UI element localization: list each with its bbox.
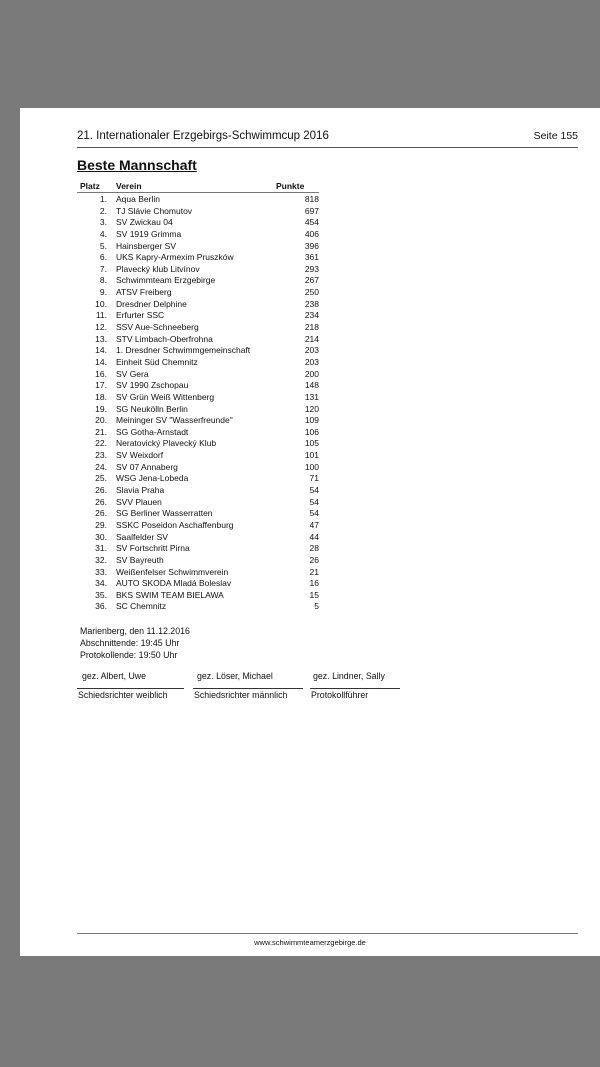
table-row	[77, 334, 319, 346]
rank-cell: 22.	[95, 438, 107, 449]
table-row	[77, 438, 319, 450]
points-cell: 361	[304, 252, 319, 263]
club-cell: BKS SWIM TEAM BIELAWA	[116, 589, 224, 600]
points-cell: 54	[309, 496, 319, 507]
table-row	[77, 392, 319, 404]
points-cell: 16	[309, 578, 319, 589]
points-cell: 100	[304, 461, 319, 472]
points-cell: 214	[304, 333, 319, 344]
club-cell: Einheit Süd Chemnitz	[116, 356, 198, 367]
club-cell: Erfurter SSC	[116, 310, 165, 321]
rank-cell: 5.	[99, 240, 107, 251]
rank-cell: 29.	[95, 519, 107, 530]
table-row	[77, 473, 319, 485]
rank-cell: 26.	[95, 485, 107, 496]
column-header-club: Verein	[116, 181, 142, 191]
points-cell: 267	[304, 275, 319, 286]
points-cell: 109	[304, 415, 319, 426]
table-row	[77, 299, 319, 311]
club-cell: TJ Slávie Chomutov	[116, 205, 193, 216]
club-cell: Neratovický Plavecký Klub	[116, 438, 217, 449]
table-row	[77, 380, 319, 392]
club-cell: SSKC Poseidon Aschaffenburg	[116, 519, 234, 530]
rank-cell: 3.	[99, 217, 107, 228]
club-cell: ATSV Freiberg	[116, 287, 172, 298]
table-row	[77, 485, 319, 497]
club-cell: Dresdner Delphine	[116, 298, 187, 309]
club-cell: SG Neukölln Berlin	[116, 403, 188, 414]
table-row	[77, 567, 319, 579]
club-cell: STV Limbach-Oberfrohna	[116, 333, 213, 344]
footer-rule	[77, 933, 578, 934]
place-date: Marienberg, den 11.12.2016	[80, 626, 190, 636]
section-title: Beste Mannschaft	[77, 157, 197, 173]
table-row	[77, 520, 319, 532]
points-cell: 203	[304, 345, 319, 356]
table-row	[77, 252, 319, 264]
club-cell: SV 1919 Grimma	[116, 228, 182, 239]
club-cell: SV Zwickau 04	[116, 217, 173, 228]
points-cell: 15	[309, 589, 319, 600]
rank-cell: 13.	[95, 333, 107, 344]
club-cell: SV Fortschritt Pirna	[116, 543, 190, 554]
club-cell: Hainsberger SV	[116, 240, 177, 251]
club-cell: SG Berliner Wasserratten	[116, 508, 213, 519]
signature-name-1: gez. Albert, Uwe	[82, 671, 147, 681]
points-cell: 54	[309, 508, 319, 519]
rank-cell: 1.	[99, 194, 107, 204]
rank-cell: 26.	[95, 508, 107, 519]
rank-cell: 25.	[95, 473, 107, 484]
signature-line-2	[193, 688, 303, 689]
table-row	[77, 287, 319, 299]
points-cell: 396	[304, 240, 319, 251]
signature-name-3: gez. Lindner, Sally	[313, 671, 385, 681]
table-row	[77, 601, 319, 613]
table-row	[77, 543, 319, 555]
points-cell: 454	[304, 217, 319, 228]
footer-url: www.schwimmteamerzgebirge.de	[254, 938, 366, 947]
points-cell: 106	[304, 426, 319, 437]
rank-cell: 2.	[99, 205, 107, 216]
club-cell: AUTO SKODA Mladá Boleslav	[116, 578, 232, 589]
club-cell: SG Gotha-Arnstadt	[116, 426, 189, 437]
points-cell: 105	[304, 438, 319, 449]
club-cell: Weißenfelser Schwimmverein	[116, 566, 229, 577]
club-cell: SV Bayreuth	[116, 554, 164, 565]
table-row	[77, 345, 319, 357]
table-row	[77, 532, 319, 544]
rank-cell: 33.	[95, 566, 107, 577]
rank-cell: 26.	[95, 496, 107, 507]
table-row	[77, 217, 319, 229]
table-row	[77, 229, 319, 241]
signature-name-2: gez. Löser, Michael	[197, 671, 273, 681]
club-cell: SC Chemnitz	[116, 601, 167, 612]
club-cell: 1. Dresdner Schwimmgemeinschaft	[116, 345, 251, 356]
signature-line-1	[77, 688, 184, 689]
rank-cell: 16.	[95, 368, 107, 379]
rank-cell: 34.	[95, 578, 107, 589]
points-cell: 250	[304, 287, 319, 298]
rank-cell: 7.	[99, 263, 107, 274]
club-cell: UKS Kapry-Armexim Pruszków	[116, 252, 234, 263]
club-cell: Saalfelder SV	[116, 531, 168, 542]
points-cell: 44	[309, 531, 319, 542]
table-row	[77, 194, 319, 206]
points-cell: 47	[309, 519, 319, 530]
points-cell: 71	[309, 473, 319, 484]
signature-role-3: Protokollführer	[311, 690, 369, 700]
points-cell: 5	[314, 601, 319, 612]
rank-cell: 10.	[95, 298, 107, 309]
rank-cell: 12.	[95, 322, 107, 333]
rank-cell: 17.	[95, 380, 107, 391]
table-row	[77, 462, 319, 474]
points-cell: 697	[304, 205, 319, 216]
table-row	[77, 206, 319, 218]
club-cell: SV 1990 Zschopau	[116, 380, 189, 391]
rank-cell: 35.	[95, 589, 107, 600]
table-row	[77, 241, 319, 253]
club-cell: Schwimmteam Erzgebirge	[116, 275, 216, 286]
signature-line-3	[310, 688, 400, 689]
table-row	[77, 275, 319, 287]
table-row	[77, 555, 319, 567]
page-number: Seite 155	[533, 130, 578, 142]
points-cell: 200	[304, 368, 319, 379]
rank-cell: 19.	[95, 403, 107, 414]
points-cell: 218	[304, 322, 319, 333]
points-cell: 406	[304, 228, 319, 239]
ranking-table	[77, 194, 319, 613]
table-row	[77, 415, 319, 427]
club-cell: SV Gera	[116, 368, 149, 379]
points-cell: 203	[304, 356, 319, 367]
table-row	[77, 497, 319, 509]
table-header-rule	[77, 192, 319, 193]
points-cell: 26	[309, 554, 319, 565]
points-cell: 238	[304, 298, 319, 309]
document-title: 21. Internationaler Erzgebirgs-Schwimmcup 2016	[77, 130, 329, 142]
points-cell: 120	[304, 403, 319, 414]
club-cell: Slavia Praha	[116, 485, 165, 496]
rank-cell: 11.	[95, 310, 107, 321]
rank-cell: 31.	[95, 543, 107, 554]
club-cell: SV Grün Weiß Wittenberg	[116, 391, 215, 402]
section-end-time: Abschnittende: 19:45 Uhr	[80, 638, 180, 648]
points-cell: 131	[304, 391, 319, 402]
table-row	[77, 264, 319, 276]
rank-cell: 36.	[95, 601, 107, 612]
club-cell: SSV Aue-Schneeberg	[116, 322, 199, 333]
rank-cell: 24.	[95, 461, 107, 472]
column-header-points: Punkte	[276, 181, 305, 191]
table-row	[77, 508, 319, 520]
rank-cell: 18.	[95, 391, 107, 402]
table-row	[77, 310, 319, 322]
table-row	[77, 590, 319, 602]
rank-cell: 23.	[95, 450, 107, 461]
protocol-end-time: Protokollende: 19:50 Uhr	[80, 650, 178, 660]
table-row	[77, 357, 319, 369]
rank-cell: 30.	[95, 531, 107, 542]
points-cell: 818	[304, 194, 319, 204]
table-row	[77, 322, 319, 334]
points-cell: 101	[304, 450, 319, 461]
club-cell: WSG Jena-Lobeda	[116, 473, 189, 484]
points-cell: 54	[309, 485, 319, 496]
points-cell: 148	[304, 380, 319, 391]
points-cell: 21	[309, 566, 319, 577]
club-cell: Aqua Berlin	[116, 194, 160, 204]
rank-cell: 6.	[99, 252, 107, 263]
rank-cell: 20.	[95, 415, 107, 426]
table-row	[77, 578, 319, 590]
points-cell: 28	[309, 543, 319, 554]
rank-cell: 14.	[95, 345, 107, 356]
document-page	[20, 108, 600, 956]
table-row	[77, 450, 319, 462]
club-cell: Meininger SV "Wasserfreunde"	[116, 415, 233, 426]
points-cell: 293	[304, 263, 319, 274]
table-row	[77, 369, 319, 381]
rank-cell: 9.	[99, 287, 107, 298]
rank-cell: 14.	[95, 356, 107, 367]
club-cell: SVV Plauen	[116, 496, 162, 507]
club-cell: SV 07 Annaberg	[116, 461, 178, 472]
rank-cell: 8.	[99, 275, 107, 286]
points-cell: 234	[304, 310, 319, 321]
rank-cell: 4.	[99, 228, 107, 239]
column-header-rank: Platz	[80, 181, 100, 191]
header-rule	[77, 147, 578, 148]
signature-role-1: Schiedsrichter weiblich	[78, 690, 168, 700]
club-cell: Plavecký klub Litvínov	[116, 263, 200, 274]
club-cell: SV Weixdorf	[116, 450, 164, 461]
table-row	[77, 404, 319, 416]
rank-cell: 21.	[95, 426, 107, 437]
rank-cell: 32.	[95, 554, 107, 565]
table-row	[77, 427, 319, 439]
signature-role-2: Schiedsrichter männlich	[194, 690, 288, 700]
